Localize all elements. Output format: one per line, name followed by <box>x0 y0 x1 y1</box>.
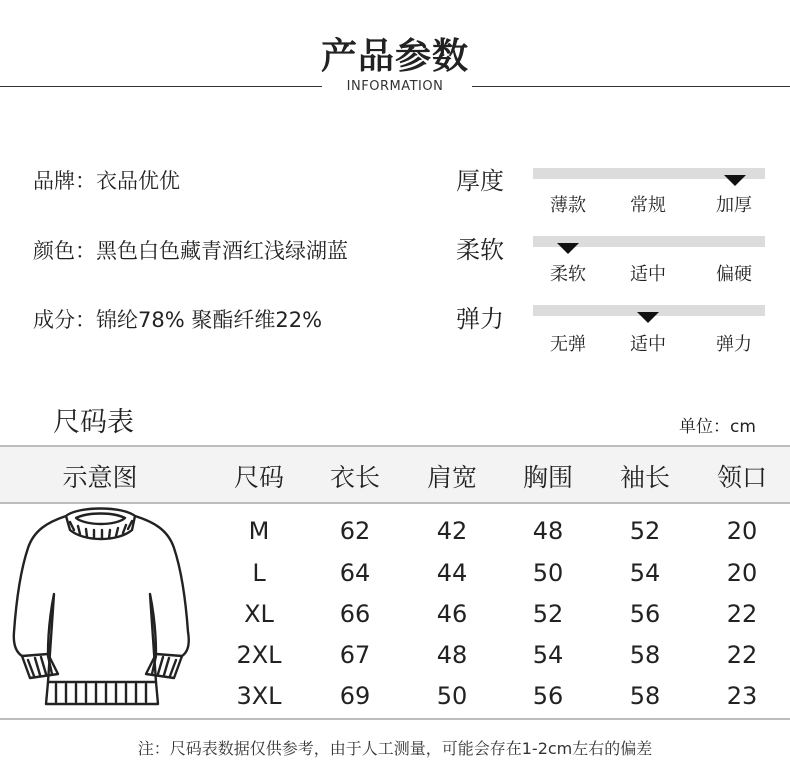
measure-cell: 62 <box>339 517 371 545</box>
measure-cell: 22 <box>726 600 758 628</box>
measure-cell: 58 <box>629 641 661 669</box>
measure-cell: 52 <box>629 517 661 545</box>
attr-option-softness-3: 偏硬 <box>716 264 752 285</box>
attr-option-thickness-1: 薄款 <box>550 195 586 216</box>
attr-label-softness: 柔软 <box>456 236 504 264</box>
color-info: 颜色：黑色白色藏青酒红浅绿湖蓝 <box>33 239 348 263</box>
divider-right <box>472 86 790 87</box>
attr-label-elasticity: 弹力 <box>456 305 504 333</box>
col-header-diagram: 示意图 <box>62 463 138 492</box>
measure-cell: 20 <box>726 517 758 545</box>
measure-cell: 52 <box>532 600 564 628</box>
attr-option-thickness-2: 常规 <box>630 195 666 216</box>
measure-cell: 48 <box>532 517 564 545</box>
measure-cell: 64 <box>339 559 371 587</box>
attr-option-softness-1: 柔软 <box>550 264 586 285</box>
attr-option-elasticity-2: 适中 <box>630 334 666 355</box>
size-table-title: 尺码表 <box>53 407 134 438</box>
col-header-length: 衣长 <box>329 463 381 492</box>
size-table-unit: 单位：cm <box>679 417 756 437</box>
size-cell: L <box>252 559 266 587</box>
measure-cell: 67 <box>339 641 371 669</box>
size-cell: XL <box>244 600 274 628</box>
measure-cell: 69 <box>339 682 371 710</box>
sweater-diagram <box>8 504 194 710</box>
page-title: 产品参数 <box>320 36 469 77</box>
col-header-shoulder: 肩宽 <box>426 463 478 492</box>
measure-cell: 66 <box>339 600 371 628</box>
measure-cell: 54 <box>629 559 661 587</box>
size-cell: 3XL <box>236 682 282 710</box>
attr-option-softness-2: 适中 <box>630 264 666 285</box>
page-subtitle: INFORMATION <box>346 79 444 94</box>
col-header-chest: 胸围 <box>522 463 574 492</box>
thickness-marker-icon <box>724 175 746 186</box>
measure-cell: 50 <box>532 559 564 587</box>
attr-option-elasticity-1: 无弹 <box>550 334 586 355</box>
attr-option-thickness-3: 加厚 <box>716 195 752 216</box>
brand-info: 品牌：衣品优优 <box>33 169 180 193</box>
measure-cell: 44 <box>436 559 468 587</box>
col-header-sleeve: 袖长 <box>619 463 671 492</box>
measure-cell: 22 <box>726 641 758 669</box>
measure-cell: 20 <box>726 559 758 587</box>
measure-cell: 50 <box>436 682 468 710</box>
attr-label-thickness: 厚度 <box>456 167 504 195</box>
size-note: 注：尺码表数据仅供参考，由于人工测量，可能会存在1-2cm左右的偏差 <box>137 739 653 758</box>
measure-cell: 54 <box>532 641 564 669</box>
measure-cell: 42 <box>436 517 468 545</box>
measure-cell: 46 <box>436 600 468 628</box>
measure-cell: 23 <box>726 682 758 710</box>
measure-cell: 56 <box>629 600 661 628</box>
measure-cell: 48 <box>436 641 468 669</box>
size-cell: 2XL <box>236 641 282 669</box>
softness-marker-icon <box>557 243 579 254</box>
elasticity-marker-icon <box>637 312 659 323</box>
composition-info: 成分：锦纶78% 聚酯纤维22% <box>33 308 323 332</box>
size-cell: M <box>248 517 270 545</box>
size-table-bottom-border <box>0 718 790 720</box>
col-header-collar: 领口 <box>716 463 768 492</box>
attr-option-elasticity-3: 弹力 <box>716 334 752 355</box>
measure-cell: 58 <box>629 682 661 710</box>
measure-cell: 56 <box>532 682 564 710</box>
col-header-size: 尺码 <box>233 463 285 492</box>
